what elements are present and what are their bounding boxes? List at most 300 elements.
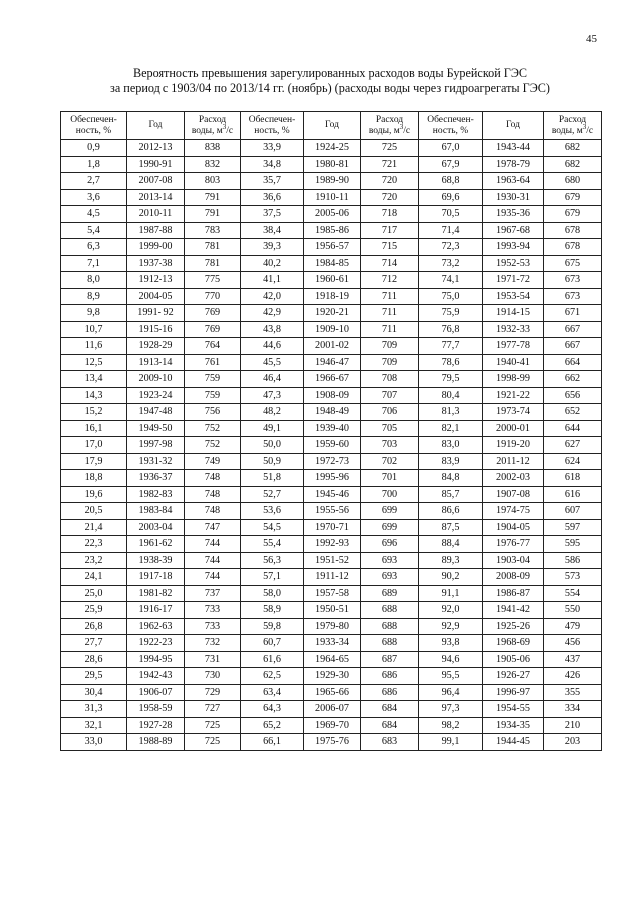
year-cell: 1945-46 [304,486,361,503]
year-cell: 1957-58 [304,585,361,602]
flow-cell: 709 [361,354,419,371]
year-cell: 1925-26 [483,618,544,635]
probability-cell: 16,1 [61,420,127,437]
probability-cell: 50,0 [241,437,304,454]
flow-cell: 711 [361,321,419,338]
year-cell: 1997-98 [127,437,185,454]
probability-cell: 30,4 [61,684,127,701]
probability-cell: 17,0 [61,437,127,454]
probability-cell: 8,0 [61,272,127,289]
table-row [61,404,602,421]
year-cell: 1919-20 [483,437,544,454]
year-cell: 2004-05 [127,288,185,305]
flow-cell: 586 [544,552,602,569]
probability-cell: 4,5 [61,206,127,223]
probability-cell: 81,3 [419,404,483,421]
probability-cell: 45,5 [241,354,304,371]
probability-cell: 31,3 [61,701,127,718]
year-cell: 1924-25 [304,140,361,157]
probability-cell: 1,8 [61,156,127,173]
probability-cell: 25,9 [61,602,127,619]
table-row [61,684,602,701]
flow-cell: 717 [361,222,419,239]
probability-cell: 55,4 [241,536,304,553]
year-cell: 1935-36 [483,206,544,223]
header-probability: Обеспечен- ность, % [419,112,483,140]
year-cell: 1992-93 [304,536,361,553]
flow-cell: 426 [544,668,602,685]
year-cell: 1912-13 [127,272,185,289]
year-cell: 1954-55 [483,701,544,718]
year-cell: 1968-69 [483,635,544,652]
probability-cell: 86,6 [419,503,483,520]
year-cell: 1973-74 [483,404,544,421]
table-row [61,288,602,305]
year-cell: 1987-88 [127,222,185,239]
table-row [61,255,602,272]
table-row [61,717,602,734]
year-cell: 1907-08 [483,486,544,503]
year-cell: 1943-44 [483,140,544,157]
flow-cell: 759 [185,371,241,388]
year-cell: 1932-33 [483,321,544,338]
year-cell: 1995-96 [304,470,361,487]
flow-cell: 671 [544,305,602,322]
flow-cell: 769 [185,321,241,338]
table-row [61,569,602,586]
year-cell: 1903-04 [483,552,544,569]
flow-cell: 711 [361,305,419,322]
year-cell: 1971-72 [483,272,544,289]
year-cell: 1952-53 [483,255,544,272]
year-cell: 1988-89 [127,734,185,751]
probability-cell: 24,1 [61,569,127,586]
year-cell: 1964-65 [304,651,361,668]
year-cell: 1985-86 [304,222,361,239]
flow-cell: 210 [544,717,602,734]
probability-cell: 58,0 [241,585,304,602]
year-cell: 1906-07 [127,684,185,701]
document-title [60,66,600,96]
flow-cell: 689 [361,585,419,602]
year-cell: 1962-63 [127,618,185,635]
probability-cell: 77,7 [419,338,483,355]
year-cell: 1959-60 [304,437,361,454]
flow-cell: 737 [185,585,241,602]
year-cell: 1904-05 [483,519,544,536]
flow-cell: 733 [185,602,241,619]
flow-cell: 554 [544,585,602,602]
flow-cell: 759 [185,387,241,404]
flow-cell: 679 [544,206,602,223]
year-cell: 1914-15 [483,305,544,322]
year-cell: 2007-08 [127,173,185,190]
flow-cell: 752 [185,420,241,437]
year-cell: 1998-99 [483,371,544,388]
flow-cell: 775 [185,272,241,289]
year-cell: 1963-64 [483,173,544,190]
flow-cell: 699 [361,503,419,520]
year-cell: 1974-75 [483,503,544,520]
probability-cell: 2,7 [61,173,127,190]
probability-cell: 27,7 [61,635,127,652]
flow-cell: 573 [544,569,602,586]
year-cell: 1936-37 [127,470,185,487]
year-cell: 1989-90 [304,173,361,190]
table-row [61,140,602,157]
flow-cell: 675 [544,255,602,272]
table-row [61,239,602,256]
flow-cell: 664 [544,354,602,371]
year-cell: 1994-95 [127,651,185,668]
probability-cell: 97,3 [419,701,483,718]
flow-cell: 595 [544,536,602,553]
title-line-1: Вероятность превышения зарегулированных расходов воды Бурейской ГЭС [132,66,528,80]
year-cell: 1983-84 [127,503,185,520]
flow-cell: 756 [185,404,241,421]
flow-cell: 748 [185,503,241,520]
year-cell: 1946-47 [304,354,361,371]
probability-cell: 19,6 [61,486,127,503]
probability-cell: 43,8 [241,321,304,338]
flow-cell: 616 [544,486,602,503]
year-cell: 1999-00 [127,239,185,256]
flow-cell: 803 [185,173,241,190]
flow-cell: 550 [544,602,602,619]
flow-cell: 838 [185,140,241,157]
flow-cell: 791 [185,189,241,206]
probability-cell: 3,6 [61,189,127,206]
probability-cell: 36,6 [241,189,304,206]
probability-cell: 13,4 [61,371,127,388]
probability-cell: 12,5 [61,354,127,371]
probability-cell: 88,4 [419,536,483,553]
table-row [61,651,602,668]
flow-cell: 791 [185,206,241,223]
probability-cell: 99,1 [419,734,483,751]
flow-cell: 607 [544,503,602,520]
probability-cell: 59,8 [241,618,304,635]
table-row [61,701,602,718]
probability-cell: 20,5 [61,503,127,520]
flow-cell: 744 [185,552,241,569]
flow-cell: 479 [544,618,602,635]
year-cell: 1972-73 [304,453,361,470]
flow-cell: 748 [185,470,241,487]
year-cell: 1941-42 [483,602,544,619]
year-cell: 1976-77 [483,536,544,553]
flow-cell: 624 [544,453,602,470]
flow-cell: 725 [185,717,241,734]
flow-cell: 686 [361,684,419,701]
flow-cell: 618 [544,470,602,487]
flow-cell: 712 [361,272,419,289]
table-row [61,354,602,371]
probability-cell: 68,8 [419,173,483,190]
flow-cell: 744 [185,569,241,586]
flow-cell: 627 [544,437,602,454]
probability-cell: 21,4 [61,519,127,536]
year-cell: 1984-85 [304,255,361,272]
flow-cell: 781 [185,239,241,256]
table-row [61,338,602,355]
table-row [61,552,602,569]
probability-cell: 32,1 [61,717,127,734]
probability-cell: 38,4 [241,222,304,239]
flow-cell: 727 [185,701,241,718]
flow-cell: 673 [544,288,602,305]
table-row [61,321,602,338]
flow-cell: 456 [544,635,602,652]
table-row [61,734,602,751]
header-flow: Расход воды, $м^3/с$ [361,112,419,140]
flow-cell: 705 [361,420,419,437]
probability-cell: 74,1 [419,272,483,289]
probability-cell: 73,2 [419,255,483,272]
year-cell: 1938-39 [127,552,185,569]
flow-cell: 781 [185,255,241,272]
probability-cell: 75,9 [419,305,483,322]
flow-cell: 720 [361,189,419,206]
probability-cell: 71,4 [419,222,483,239]
year-cell: 1942-43 [127,668,185,685]
probability-cell: 42,9 [241,305,304,322]
probability-cell: 79,5 [419,371,483,388]
year-cell: 1982-83 [127,486,185,503]
probability-cell: 69,6 [419,189,483,206]
year-cell: 1926-27 [483,668,544,685]
table-body [61,140,602,751]
flow-cell: 652 [544,404,602,421]
probability-cell: 60,7 [241,635,304,652]
year-cell: 2009-10 [127,371,185,388]
table-row [61,618,602,635]
year-cell: 1991- 92 [127,305,185,322]
probability-cell: 89,3 [419,552,483,569]
table-row [61,206,602,223]
year-cell: 1922-23 [127,635,185,652]
year-cell: 2012-13 [127,140,185,157]
year-cell: 1921-22 [483,387,544,404]
year-cell: 1931-32 [127,453,185,470]
flow-cell: 715 [361,239,419,256]
probability-cell: 98,2 [419,717,483,734]
year-cell: 1967-68 [483,222,544,239]
flow-cell: 597 [544,519,602,536]
flow-cell: 662 [544,371,602,388]
flow-cell: 718 [361,206,419,223]
year-cell: 2008-09 [483,569,544,586]
probability-cell: 66,1 [241,734,304,751]
probability-cell: 56,3 [241,552,304,569]
header-flow: Расход воды, $м^3/с$ [185,112,241,140]
probability-cell: 61,6 [241,651,304,668]
probability-cell: 0,9 [61,140,127,157]
probability-cell: 65,2 [241,717,304,734]
year-cell: 1979-80 [304,618,361,635]
flow-cell: 720 [361,173,419,190]
year-cell: 1915-16 [127,321,185,338]
year-cell: 1961-62 [127,536,185,553]
probability-cell: 64,3 [241,701,304,718]
year-cell: 1933-34 [304,635,361,652]
year-cell: 1910-11 [304,189,361,206]
flow-cell: 693 [361,552,419,569]
probability-cell: 42,0 [241,288,304,305]
flow-cell: 684 [361,717,419,734]
table-row [61,470,602,487]
probability-cell: 17,9 [61,453,127,470]
probability-cell: 25,0 [61,585,127,602]
year-cell: 1927-28 [127,717,185,734]
probability-cell: 11,6 [61,338,127,355]
probability-cell: 80,4 [419,387,483,404]
flow-cell: 355 [544,684,602,701]
flow-cell: 699 [361,519,419,536]
year-cell: 1937-38 [127,255,185,272]
probability-cell: 34,8 [241,156,304,173]
year-cell: 1975-76 [304,734,361,751]
header-flow: Расход воды, $м^3/с$ [544,112,602,140]
probability-cell: 85,7 [419,486,483,503]
year-cell: 1923-24 [127,387,185,404]
probability-cell: 96,4 [419,684,483,701]
year-cell: 1905-06 [483,651,544,668]
probability-cell: 18,8 [61,470,127,487]
flow-cell: 725 [185,734,241,751]
header-year: Год [483,112,544,140]
flow-cell: 707 [361,387,419,404]
flow-cell: 684 [361,701,419,718]
probability-cell: 26,8 [61,618,127,635]
table-row [61,503,602,520]
table-row [61,536,602,553]
flow-cell: 334 [544,701,602,718]
probability-cell: 70,5 [419,206,483,223]
year-cell: 1944-45 [483,734,544,751]
year-cell: 1913-14 [127,354,185,371]
header-probability: Обеспечен- ность, % [61,112,127,140]
flow-cell: 769 [185,305,241,322]
header-probability: Обеспечен- ность, % [241,112,304,140]
flow-cell: 747 [185,519,241,536]
year-cell: 1996-97 [483,684,544,701]
table-row [61,453,602,470]
flow-cell: 711 [361,288,419,305]
flow-cell: 678 [544,239,602,256]
probability-cell: 41,1 [241,272,304,289]
year-cell: 1981-82 [127,585,185,602]
probability-cell: 67,0 [419,140,483,157]
year-cell: 1965-66 [304,684,361,701]
table-row [61,305,602,322]
table-row [61,585,602,602]
probability-cell: 57,1 [241,569,304,586]
year-cell: 1928-29 [127,338,185,355]
year-cell: 2001-02 [304,338,361,355]
probability-cell: 28,6 [61,651,127,668]
flow-cell: 832 [185,156,241,173]
probability-cell: 23,2 [61,552,127,569]
flow-cell: 770 [185,288,241,305]
year-cell: 1970-71 [304,519,361,536]
year-cell: 1986-87 [483,585,544,602]
flow-cell: 667 [544,321,602,338]
table-row [61,437,602,454]
table-header-row [61,112,602,140]
probability-cell: 9,8 [61,305,127,322]
flow-cell: 667 [544,338,602,355]
probability-cell: 47,3 [241,387,304,404]
probability-cell: 95,5 [419,668,483,685]
probability-cell: 44,6 [241,338,304,355]
flow-cell: 730 [185,668,241,685]
probability-cell: 78,6 [419,354,483,371]
year-cell: 1950-51 [304,602,361,619]
year-cell: 1934-35 [483,717,544,734]
flow-cell: 749 [185,453,241,470]
table-row [61,420,602,437]
probability-cell: 15,2 [61,404,127,421]
flow-cell: 761 [185,354,241,371]
year-cell: 1911-12 [304,569,361,586]
probability-cell: 72,3 [419,239,483,256]
flow-cell: 644 [544,420,602,437]
year-cell: 2013-14 [127,189,185,206]
flow-cell: 729 [185,684,241,701]
year-cell: 1929-30 [304,668,361,685]
probability-cell: 35,7 [241,173,304,190]
probability-cell: 50,9 [241,453,304,470]
flow-cell: 682 [544,156,602,173]
probability-cell: 10,7 [61,321,127,338]
year-cell: 2002-03 [483,470,544,487]
page-number: 45 [586,33,597,45]
flow-cell: 688 [361,602,419,619]
probability-cell: 76,8 [419,321,483,338]
year-cell: 1918-19 [304,288,361,305]
table-row [61,387,602,404]
table-row [61,519,602,536]
year-cell: 1951-52 [304,552,361,569]
year-cell: 1977-78 [483,338,544,355]
year-cell: 1969-70 [304,717,361,734]
year-cell: 1993-94 [483,239,544,256]
probability-cell: 92,0 [419,602,483,619]
probability-cell: 46,4 [241,371,304,388]
flow-cell: 725 [361,140,419,157]
flow-cell: 680 [544,173,602,190]
flow-cell: 721 [361,156,419,173]
flow-cell: 696 [361,536,419,553]
probability-cell: 94,6 [419,651,483,668]
table-row [61,189,602,206]
year-cell: 1960-61 [304,272,361,289]
flow-cell: 731 [185,651,241,668]
probability-cell: 82,1 [419,420,483,437]
flow-cell: 702 [361,453,419,470]
flow-cell: 437 [544,651,602,668]
year-cell: 1920-21 [304,305,361,322]
flow-cell: 686 [361,668,419,685]
year-cell: 2005-06 [304,206,361,223]
year-cell: 1955-56 [304,503,361,520]
probability-cell: 83,9 [419,453,483,470]
probability-cell: 90,2 [419,569,483,586]
probability-cell: 22,3 [61,536,127,553]
probability-cell: 33,0 [61,734,127,751]
flow-cell: 703 [361,437,419,454]
